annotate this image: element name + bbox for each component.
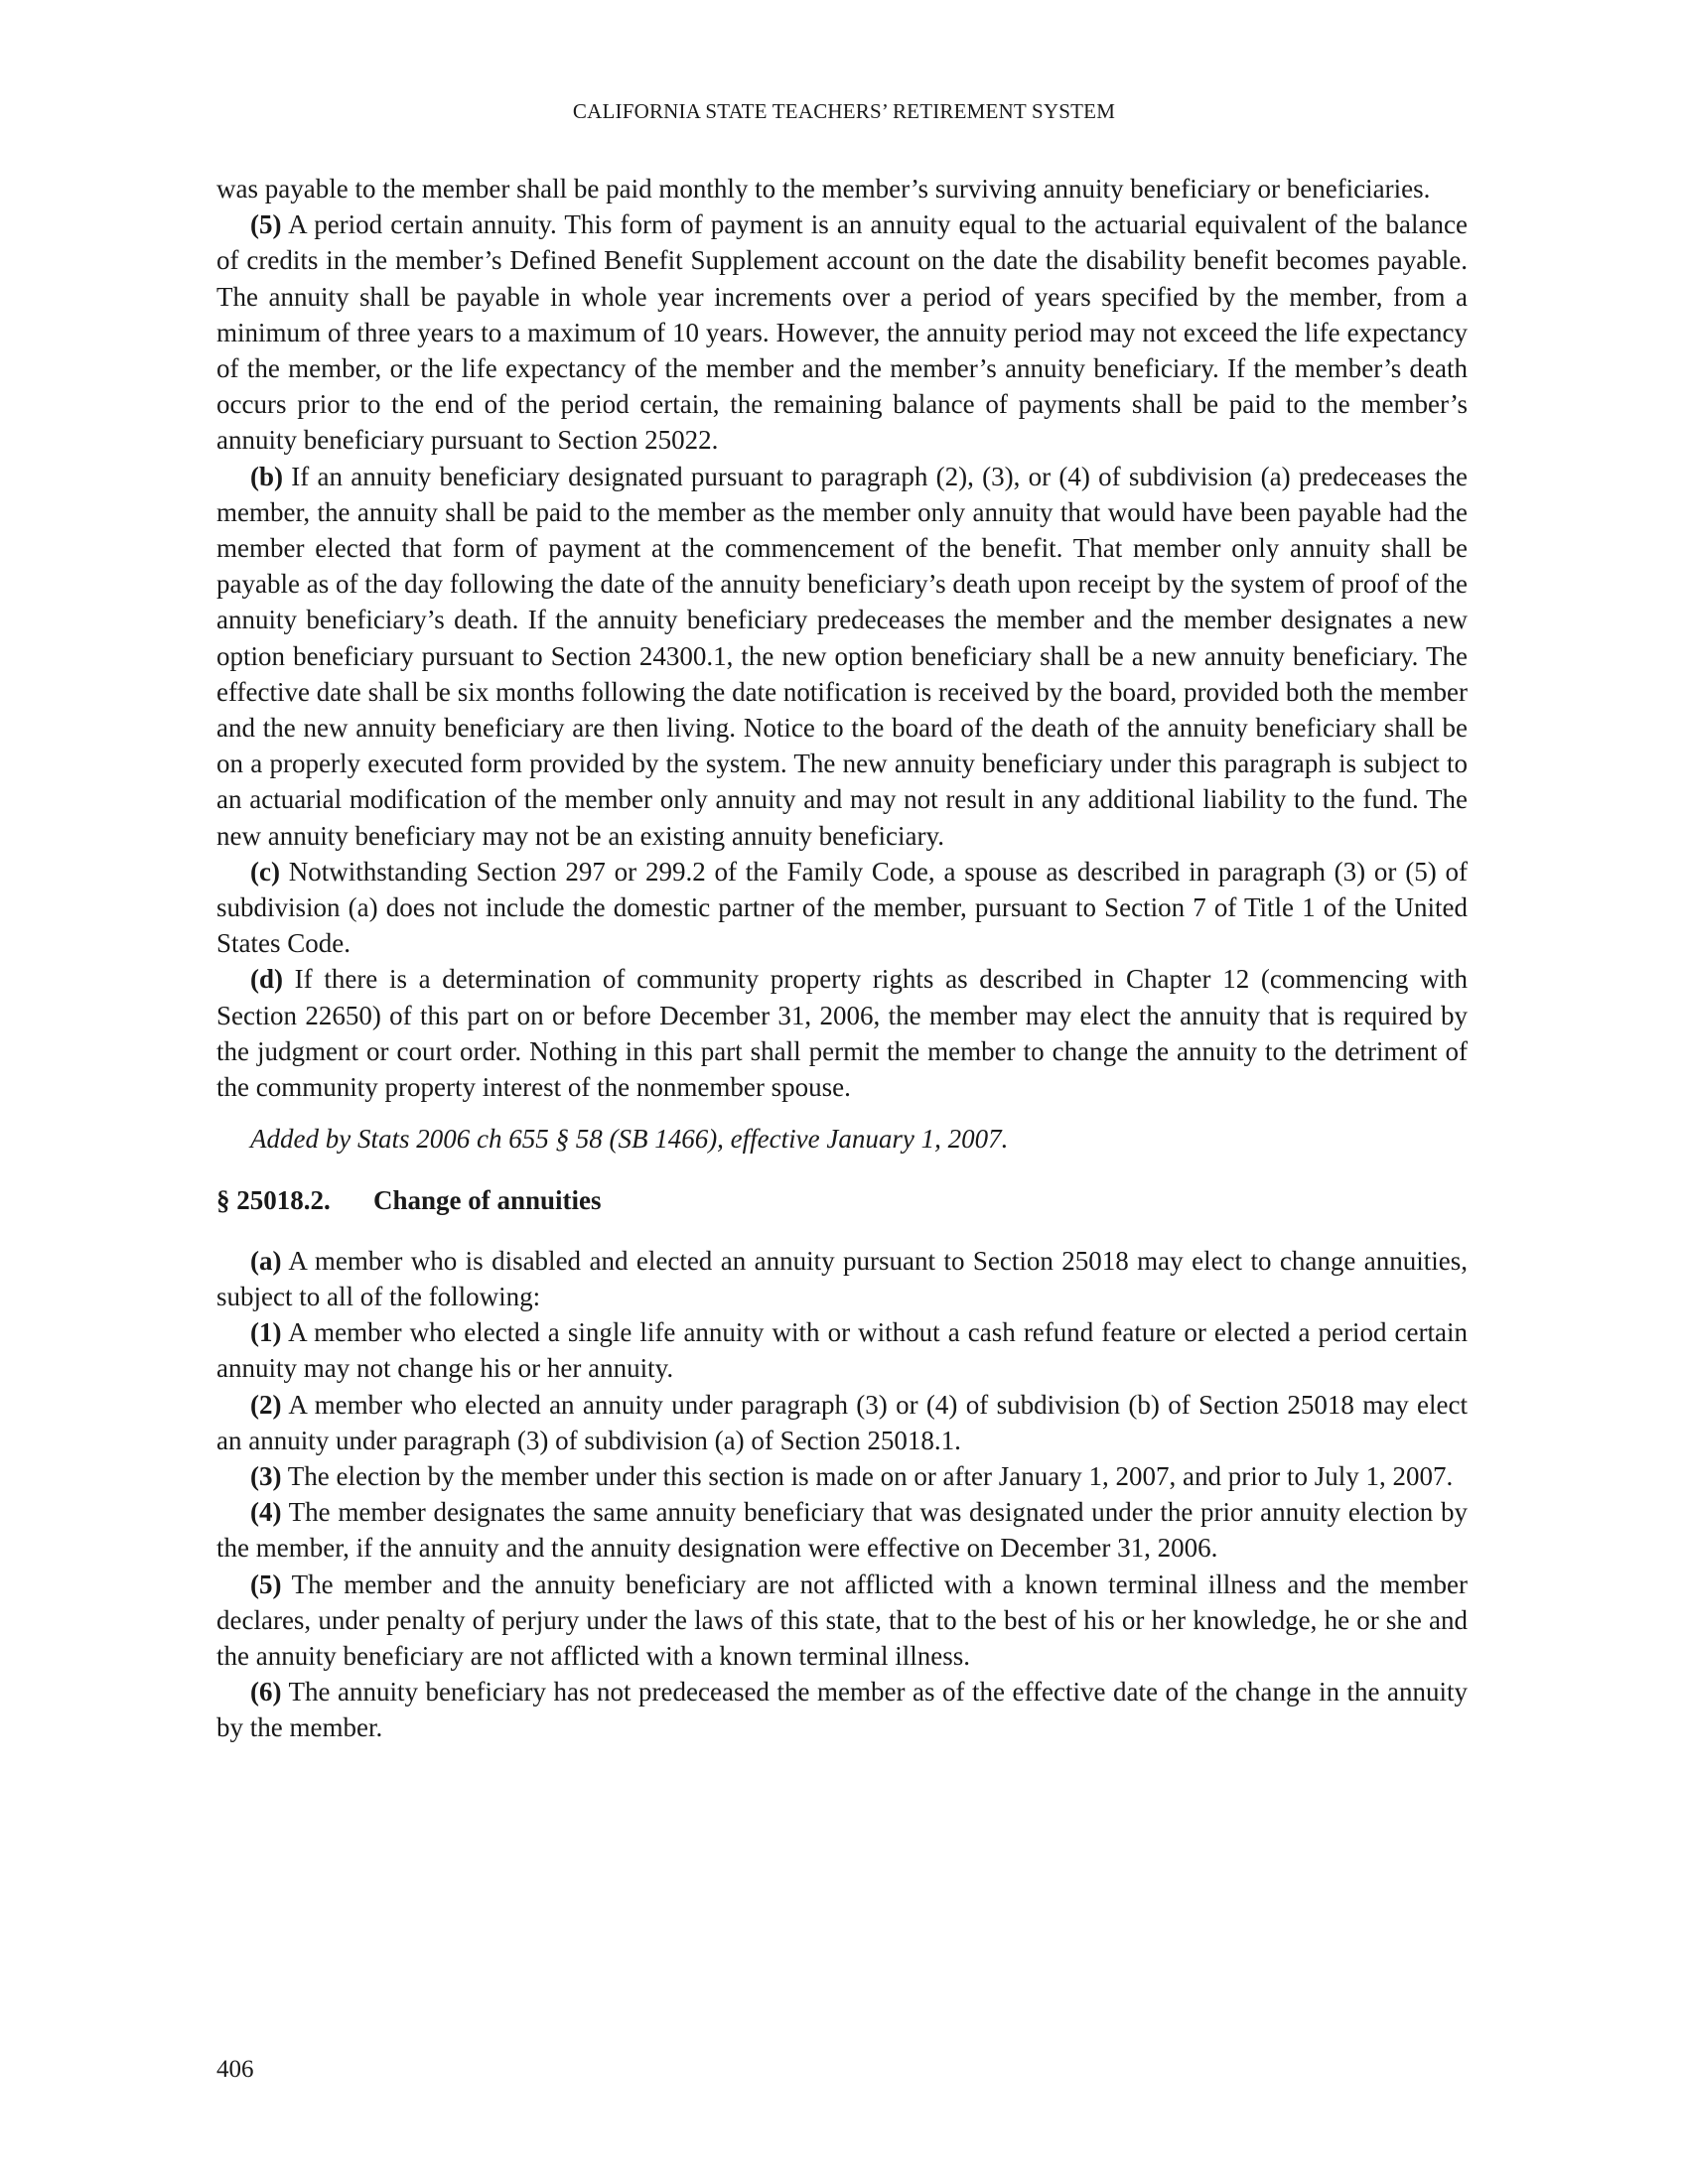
section-paragraph-6	[216, 1674, 1468, 1745]
paragraph-label: (4)	[250, 1497, 282, 1528]
section-number: § 25018.2.	[216, 1185, 331, 1216]
paragraph-label: (2)	[250, 1389, 282, 1420]
history-note: Added by Stats 2006 ch 655 § 58 (SB 1466), effective January 1, 2007.	[250, 1124, 1009, 1155]
continuation-paragraph: was payable to the member shall be paid monthly to the member’s surviving annuity beneficiary or beneficiaries.	[216, 174, 1431, 204]
section-paragraph-5	[216, 1567, 1468, 1675]
paragraph-text: If there is a determination of community property rights as described in Chapter 12 (commencing with Section 22650) of this part on or before December 31, 2006, the member may elect the annuity that is required by the judgment or court order. Nothing in this part shall permit the member to change the annuity to the detriment of the community property interest of the nonmember spouse.	[216, 964, 1468, 1103]
paragraph-label: (c)	[250, 856, 280, 887]
section-paragraph-4	[216, 1494, 1468, 1566]
paragraph-text: The member and the annuity beneficiary are not afflicted with a known terminal illness and the member declares, under penalty of perjury under the laws of this state, that to the best of his or her knowledge, he or she and the annuity beneficiary are not afflicted with a known terminal illness.	[216, 1569, 1468, 1671]
paragraph-label: (3)	[250, 1460, 282, 1491]
paragraph-a5	[216, 206, 1468, 458]
paragraph-text: If an annuity beneficiary designated pursuant to paragraph (2), (3), or (4) of subdivision (a) predeceases the member, the annuity shall be paid to the member as the member only annuity that would have been payable had the member elected that form of payment at the commencement of the benefit. That member only annuity shall be payable as of the day following the date of the annuity beneficiary’s death upon receipt by the system of proof of the annuity beneficiary’s death. If the annuity beneficiary predeceases the member and the member designates a new option beneficiary pursuant to Section 24300.1, the new option beneficiary shall be a new annuity beneficiary. The effective date shall be six months following the date notification is received by the board, provided both the member and the new annuity beneficiary are then living. Notice to the board of the death of the annuity beneficiary shall be on a properly executed form provided by the system. The new annuity beneficiary under this paragraph is subject to an actuarial modification of the member only annuity and may not result in any additional liability to the fund. The new annuity beneficiary may not be an existing annuity beneficiary.	[216, 461, 1468, 851]
subdivision-d	[216, 961, 1468, 1105]
section-subdivision-a	[216, 1243, 1468, 1314]
paragraph-text: The member designates the same annuity beneficiary that was designated under the prior annuity election by the member, if the annuity and the annuity designation were effective on December 31, 2006.	[216, 1497, 1468, 1564]
running-header: CALIFORNIA STATE TEACHERS’ RETIREMENT SYSTEM	[572, 99, 1116, 123]
section-paragraph-3	[216, 1458, 1468, 1494]
paragraph-label: (b)	[250, 461, 283, 491]
subdivision-c	[216, 854, 1468, 962]
paragraph-label: (1)	[250, 1317, 282, 1348]
paragraph-label: (a)	[250, 1245, 282, 1276]
document-body	[216, 171, 1468, 1746]
paragraph-text: A member who elected an annuity under paragraph (3) or (4) of subdivision (b) of Section 25018 may elect an annuity under paragraph (3) of subdivision (a) of Section 25018.1.	[216, 1389, 1468, 1455]
section-paragraph-2	[216, 1387, 1468, 1458]
section-title: Change of annuities	[373, 1185, 602, 1216]
paragraph-text: A member who elected a single life annuity with or without a cash refund feature or elected a period certain annuity may not change his or her annuity.	[216, 1317, 1468, 1384]
paragraph-label: (d)	[250, 964, 283, 995]
page-number: 406	[216, 2056, 254, 2083]
paragraph-text: Notwithstanding Section 297 or 299.2 of the Family Code, a spouse as described in paragraph (3) or (5) of subdivision (a) does not include the domestic partner of the member, pursuant to Section 7 of Title 1 of the United States Code.	[216, 856, 1468, 959]
section-paragraph-1	[216, 1314, 1468, 1386]
paragraph-label: (6)	[250, 1677, 282, 1707]
paragraph-text: The annuity beneficiary has not predeceased the member as of the effective date of the change in the annuity by the member.	[216, 1677, 1468, 1743]
section-heading	[216, 1182, 1468, 1218]
paragraph-text: A member who is disabled and elected an annuity pursuant to Section 25018 may elect to change annuities, subject to all of the following:	[216, 1245, 1468, 1311]
subdivision-b	[216, 459, 1468, 854]
paragraph-label: (5)	[250, 209, 282, 240]
paragraph-text: A period certain annuity. This form of payment is an annuity equal to the actuarial equivalent of the balance of credits in the member’s Defined Benefit Supplement account on the date the disability benefit becomes payable. The annuity shall be payable in whole year increments over a period of years specified by the member, from a minimum of three years to a maximum of 10 years. However, the annuity period may not exceed the life expectancy of the member, or the life expectancy of the member and the member’s annuity beneficiary. If the member’s death occurs prior to the end of the period certain, the remaining balance of payments shall be paid to the member’s annuity beneficiary pursuant to Section 25022.	[216, 209, 1468, 456]
paragraph-label: (5)	[250, 1569, 282, 1599]
paragraph-text: The election by the member under this section is made on or after January 1, 2007, and prior to July 1, 2007.	[281, 1460, 1454, 1491]
